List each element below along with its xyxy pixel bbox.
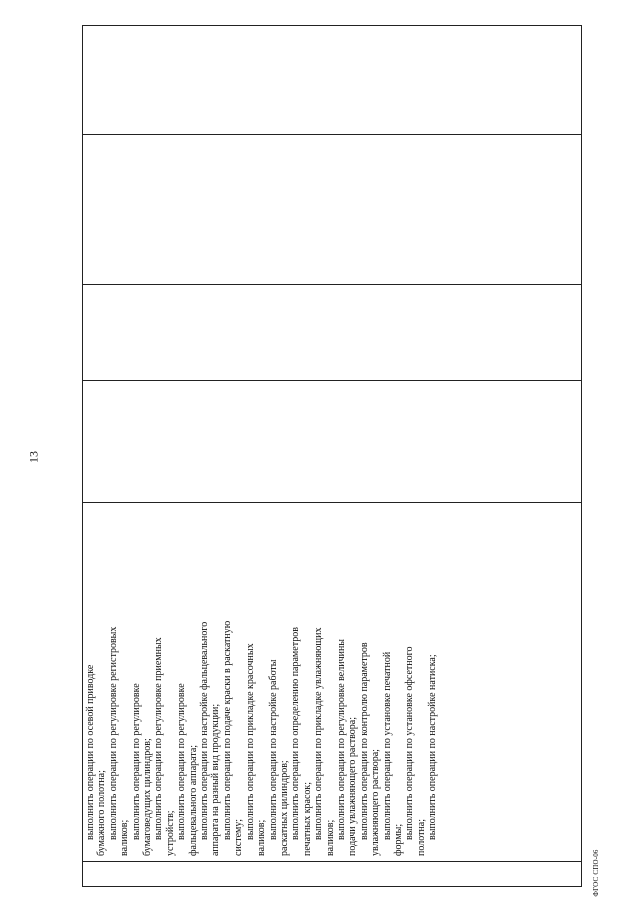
empty-cell (83, 26, 582, 135)
skill-line-continuation: полотна; (415, 818, 427, 856)
skill-line: выполнить операции по регулировке (130, 683, 142, 840)
skill-line-continuation: валиков; (119, 819, 131, 856)
skill-line-continuation: валиков; (324, 819, 336, 856)
skill-line: выполнить операции по прикладке увлажняющих (313, 627, 325, 840)
skill-line-continuation: подачи увлажняющего раствора; (347, 716, 359, 856)
skill-line: выполнить операции по регулировке регистровых (107, 626, 119, 840)
skill-line-continuation: формы; (392, 823, 404, 856)
skill-line-continuation: увлажняющего раствора; (370, 749, 382, 856)
skill-line: выполнить операции по прикладке красочных (244, 643, 256, 840)
skill-line-continuation: фальцевального аппарата; (187, 744, 199, 856)
skill-line: выполнить операции по контролю параметров (358, 642, 370, 840)
skill-line-continuation: систему; (233, 818, 245, 856)
skill-line: выполнить операции по настройке натиска; (427, 654, 439, 840)
skill-line: выполнить операции по подаче краски в раскатную (221, 620, 233, 840)
skill-line-continuation: раскатных цилиндров; (278, 760, 290, 856)
skill-line-continuation: печатных красок; (301, 781, 313, 856)
footer-code: ФГОС СПО-06 (592, 849, 600, 897)
skill-line: выполнить операции по установке офсетного (404, 646, 416, 840)
skill-line-continuation: бумаговедущих цилиндров; (142, 738, 154, 856)
competency-table-rotated (82, 32, 582, 887)
skill-line-continuation: устройств; (164, 810, 176, 856)
skill-line-continuation: бумажного полотна; (96, 770, 108, 856)
skill-line: выполнить операции по определению параметров (290, 627, 302, 840)
skill-line: выполнить операции по осевой приводке (85, 664, 96, 840)
skill-line: выполнить операции по регулировке величины (335, 638, 347, 840)
skill-line: выполнить операции по регулировке приемных (153, 637, 165, 840)
skill-line: выполнить операции по регулировке (176, 683, 188, 840)
skill-line: выполнить операции по настройке работы (267, 659, 279, 840)
index-cell (83, 862, 582, 887)
table-frame (82, 32, 582, 887)
skills-list (83, 503, 439, 861)
skill-line: выполнить операции по установке печатной (381, 651, 393, 840)
competency-table (82, 25, 582, 887)
empty-cell (83, 381, 582, 503)
page-number: 13 (26, 451, 41, 463)
empty-cell (83, 135, 582, 285)
empty-cell (83, 285, 582, 381)
skills-cell (83, 503, 582, 862)
table-row (83, 26, 582, 887)
skill-line: выполнить операции по настройке фальцевального (199, 621, 211, 840)
skill-line-continuation: аппарата на разный вид продукции; (210, 703, 222, 856)
skill-line-continuation: валиков; (256, 819, 268, 856)
